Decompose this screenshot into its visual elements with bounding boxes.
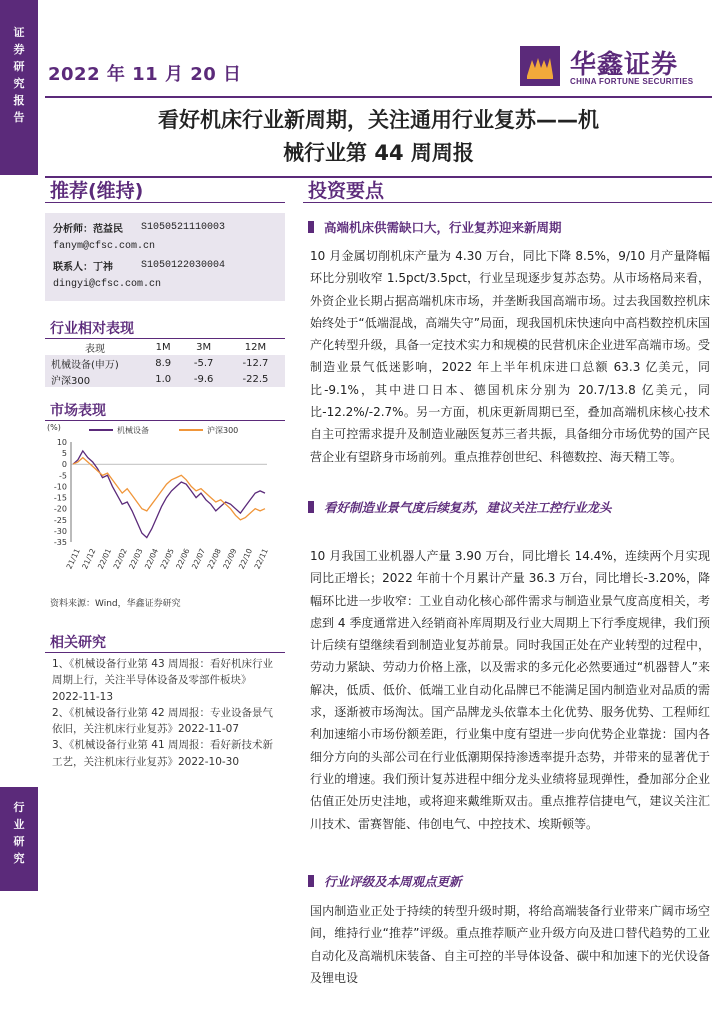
x-tick-label: 21/11 xyxy=(64,547,82,571)
y-tick-label: -25 xyxy=(53,515,67,525)
related-heading: 相关研究 xyxy=(50,635,106,651)
x-tick-label: 22/10 xyxy=(236,547,255,571)
market-line-chart xyxy=(45,420,285,590)
section-divider xyxy=(45,652,285,653)
section-body: 国内制造业正处于持续的转型升级时期，将给高端装备行业带来广阔市场空间，维持行业“推荐”评级。重点推荐顺产业升级方向及进口替代趋势的工业自动化及高端机床装备、自主可控的半导体设备、碳中和加速下的光伏设备及锂电设 xyxy=(310,904,710,985)
table-header-row xyxy=(45,340,285,355)
analyst-name: 分析师：范益民 xyxy=(53,224,123,235)
report-title-line: 械行业第 44 周周报 xyxy=(283,140,474,165)
sidebar-char: 告 xyxy=(13,111,25,125)
highlights-heading: 投资要点 xyxy=(308,180,385,202)
contact-email[interactable]: dingyi@cfsc.com.cn xyxy=(53,279,162,290)
analyst-info xyxy=(45,213,285,301)
sidebar-char: 究 xyxy=(13,77,25,91)
section-heading-text: 看好制造业景气度后续复苏，建议关注工控行业龙头 xyxy=(324,500,612,515)
logo-mark-icon xyxy=(520,46,560,86)
company-logo xyxy=(520,44,702,94)
column-header: 表现 xyxy=(85,344,105,355)
chart-source: 资料来源：Wind，华鑫证券研究 xyxy=(50,599,181,609)
x-tick-label: 22/09 xyxy=(221,547,239,571)
section-heading-text: 行业评级及本周观点更新 xyxy=(324,874,462,889)
analyst-row xyxy=(53,218,277,237)
sidebar-char: 究 xyxy=(13,852,25,866)
performance-table xyxy=(45,340,285,387)
table-row xyxy=(45,371,285,387)
legend-label: 沪深300 xyxy=(207,426,239,435)
sidebar-char: 业 xyxy=(13,818,25,832)
y-axis-label: (%) xyxy=(47,423,61,432)
logo-name-cn: 华鑫证券 xyxy=(570,50,679,80)
sidebar-char: 研 xyxy=(13,60,25,74)
y-tick-label: -5 xyxy=(59,471,67,481)
y-tick-label: 5 xyxy=(61,449,67,459)
heading-bar-icon xyxy=(308,875,314,887)
report-date: 2022 年 11 月 20 日 xyxy=(48,64,242,85)
section-heading xyxy=(308,498,708,518)
table-row xyxy=(45,355,285,371)
y-tick-label: -10 xyxy=(53,482,67,492)
y-tick-label: -20 xyxy=(53,504,67,514)
series-line xyxy=(73,451,265,538)
cell-1m: 8.9 xyxy=(145,355,181,371)
column-header: 3M xyxy=(196,342,212,353)
column-header: 12M xyxy=(244,342,267,353)
y-tick-label: 10 xyxy=(56,438,67,447)
market-chart xyxy=(45,420,285,590)
cell-1m: 1.0 xyxy=(145,371,181,387)
sidebar-char: 研 xyxy=(13,835,25,849)
x-tick-label: 22/01 xyxy=(95,547,114,571)
sidebar-char: 报 xyxy=(13,94,25,108)
x-tick-label: 22/02 xyxy=(111,547,129,571)
analyst-email[interactable]: fanym@cfsc.com.cn xyxy=(53,241,156,252)
related-research-list xyxy=(52,656,280,770)
contact-row xyxy=(53,256,277,275)
cell-12m: -12.7 xyxy=(226,355,285,371)
rating-label: 推荐(维持) xyxy=(50,180,144,202)
y-tick-label: -35 xyxy=(53,538,67,547)
market-heading: 市场表现 xyxy=(50,403,106,419)
sidebar-char: 行 xyxy=(13,801,25,814)
series-line xyxy=(73,458,265,520)
analyst-license: S1050521110003 xyxy=(141,222,226,233)
sidebar-report-category xyxy=(0,787,38,891)
contact-license: S1050122030004 xyxy=(141,260,226,271)
contact-email-row xyxy=(53,275,277,294)
section-body: 10 月我国工业机器人产量 3.90 万台，同比增长 14.4%，连续两个月实现同比正增长；2022 年前十个月累计产量 36.3 万台，同比增长-3.20%，降幅环比进一步收窄：工业自动化核心部件需求与制造业景气度高度相关，考虑到 4 季度通常进入经销商补库周期及行业大周期上下行季度规律，我们预计后续有望继续看到制造业复苏前景。同时我国正处在产业转型的过程中，劳动力紧缺、劳动力价格上涨，以及需求的多元化必然要通过“机器替人”来解决，低质、低价、低端工业自动化品牌已不能满足国内制造业对品质的需求，逐渐被市场淘汰。国产品牌龙头依靠本土化优势、服务优势、工程师红利加速缩小市场份额差距，行业集中度有望进一步向优势企业靠拢：国内各细分方向的头部公司在行业低潮期保持渗透率提升态势，并带来的显著优于行业的增速。我们预计复苏进程中细分龙头业绩将显现弹性，叠加部分企业估值正处历史洼地，或将迎来戴维斯双击。重点推荐信捷电气，建议关注汇川技术、雷赛智能、伟创电气、中控技术、埃斯顿等。 xyxy=(310,549,710,831)
section-heading xyxy=(308,218,708,238)
x-tick-label: 22/04 xyxy=(142,547,161,571)
y-tick-label: 0 xyxy=(61,460,67,470)
row-name: 机械设备(申万) xyxy=(45,355,145,371)
report-title xyxy=(45,104,712,169)
logo-name-en: CHINA FORTUNE SECURITIES xyxy=(570,77,694,86)
sidebar-report-type xyxy=(0,0,38,175)
x-tick-label: 22/11 xyxy=(252,547,270,571)
section-divider xyxy=(45,202,285,203)
x-tick-label: 22/06 xyxy=(174,547,192,571)
cell-12m: -22.5 xyxy=(226,371,285,387)
section-body: 10 月金属切削机床产量为 4.30 万台，同比下降 8.5%，9/10 月产量降幅环比分别收窄 1.5pct/3.5pct，行业呈现逐步复苏态势。从市场格局来看，外资企业长期占据高端机床市场，并垄断我国高端市场。过去我国数控机床始终处于“低端混战，高端失守”局面，现我国机床快速向中高档数控机床国产化转型升级，具备一定技术实力和规模的民营机床企业进军高端市场。受制造业景气低迷影响，2022 年上半年机床进口总额 63.3 亿美元，同比-9.1%，其中进口日本、德国机床分别为 20.7/13.8 亿美元，同比-12.2%/-2.7%。另一方面，机床更新周期已至，叠加高端机床核心技术自主可控需求提升及制造业融医复苏三者共振，具备细分市场优势的国产民营企业有望跻身市场前列。重点推荐创世纪、科德数控、海天精工等。 xyxy=(310,249,710,464)
x-tick-label: 22/03 xyxy=(127,547,145,571)
sidebar-char: 券 xyxy=(13,43,25,57)
section-heading-text: 高端机床供需缺口大，行业复苏迎来新周期 xyxy=(324,220,562,235)
cell-3m: -9.6 xyxy=(181,371,226,387)
contact-name: 联系人：丁祎 xyxy=(53,262,113,273)
title-divider xyxy=(45,96,712,98)
row-name: 沪深300 xyxy=(45,371,145,387)
cell-3m: -5.7 xyxy=(181,355,226,371)
legend-label: 机械设备 xyxy=(117,426,149,435)
x-tick-label: 22/07 xyxy=(189,547,208,571)
section-divider xyxy=(45,338,285,339)
x-tick-label: 22/08 xyxy=(205,547,223,571)
sidebar-char: 证 xyxy=(13,26,25,39)
x-tick-label: 22/05 xyxy=(158,547,176,571)
related-report-link[interactable]: 3、《机械设备行业第 41 周周报：看好新技术新工艺，关注机床行业复苏》2022-10-30 xyxy=(52,739,273,768)
related-report-link[interactable]: 2、《机械设备行业第 42 周周报：专业设备景气依旧，关注机床行业复苏》2022-11-07 xyxy=(52,706,273,736)
analyst-email-row xyxy=(53,237,277,256)
section-heading xyxy=(308,872,708,892)
section-divider xyxy=(303,202,712,203)
performance-heading: 行业相对表现 xyxy=(50,321,134,337)
heading-bar-icon xyxy=(308,221,314,233)
x-tick-label: 21/12 xyxy=(80,547,98,571)
heading-bar-icon xyxy=(308,501,314,513)
y-tick-label: -15 xyxy=(53,493,67,503)
report-title-line: 看好机床行业新周期，关注通用行业复苏——机 xyxy=(158,108,599,132)
related-report-link[interactable]: 1、《机械设备行业第 43 周周报：看好机床行业周期上行，关注半导体设备及零部件板块》2022-11-13 xyxy=(52,658,273,703)
column-header: 1M xyxy=(155,342,171,353)
y-tick-label: -30 xyxy=(53,526,67,536)
